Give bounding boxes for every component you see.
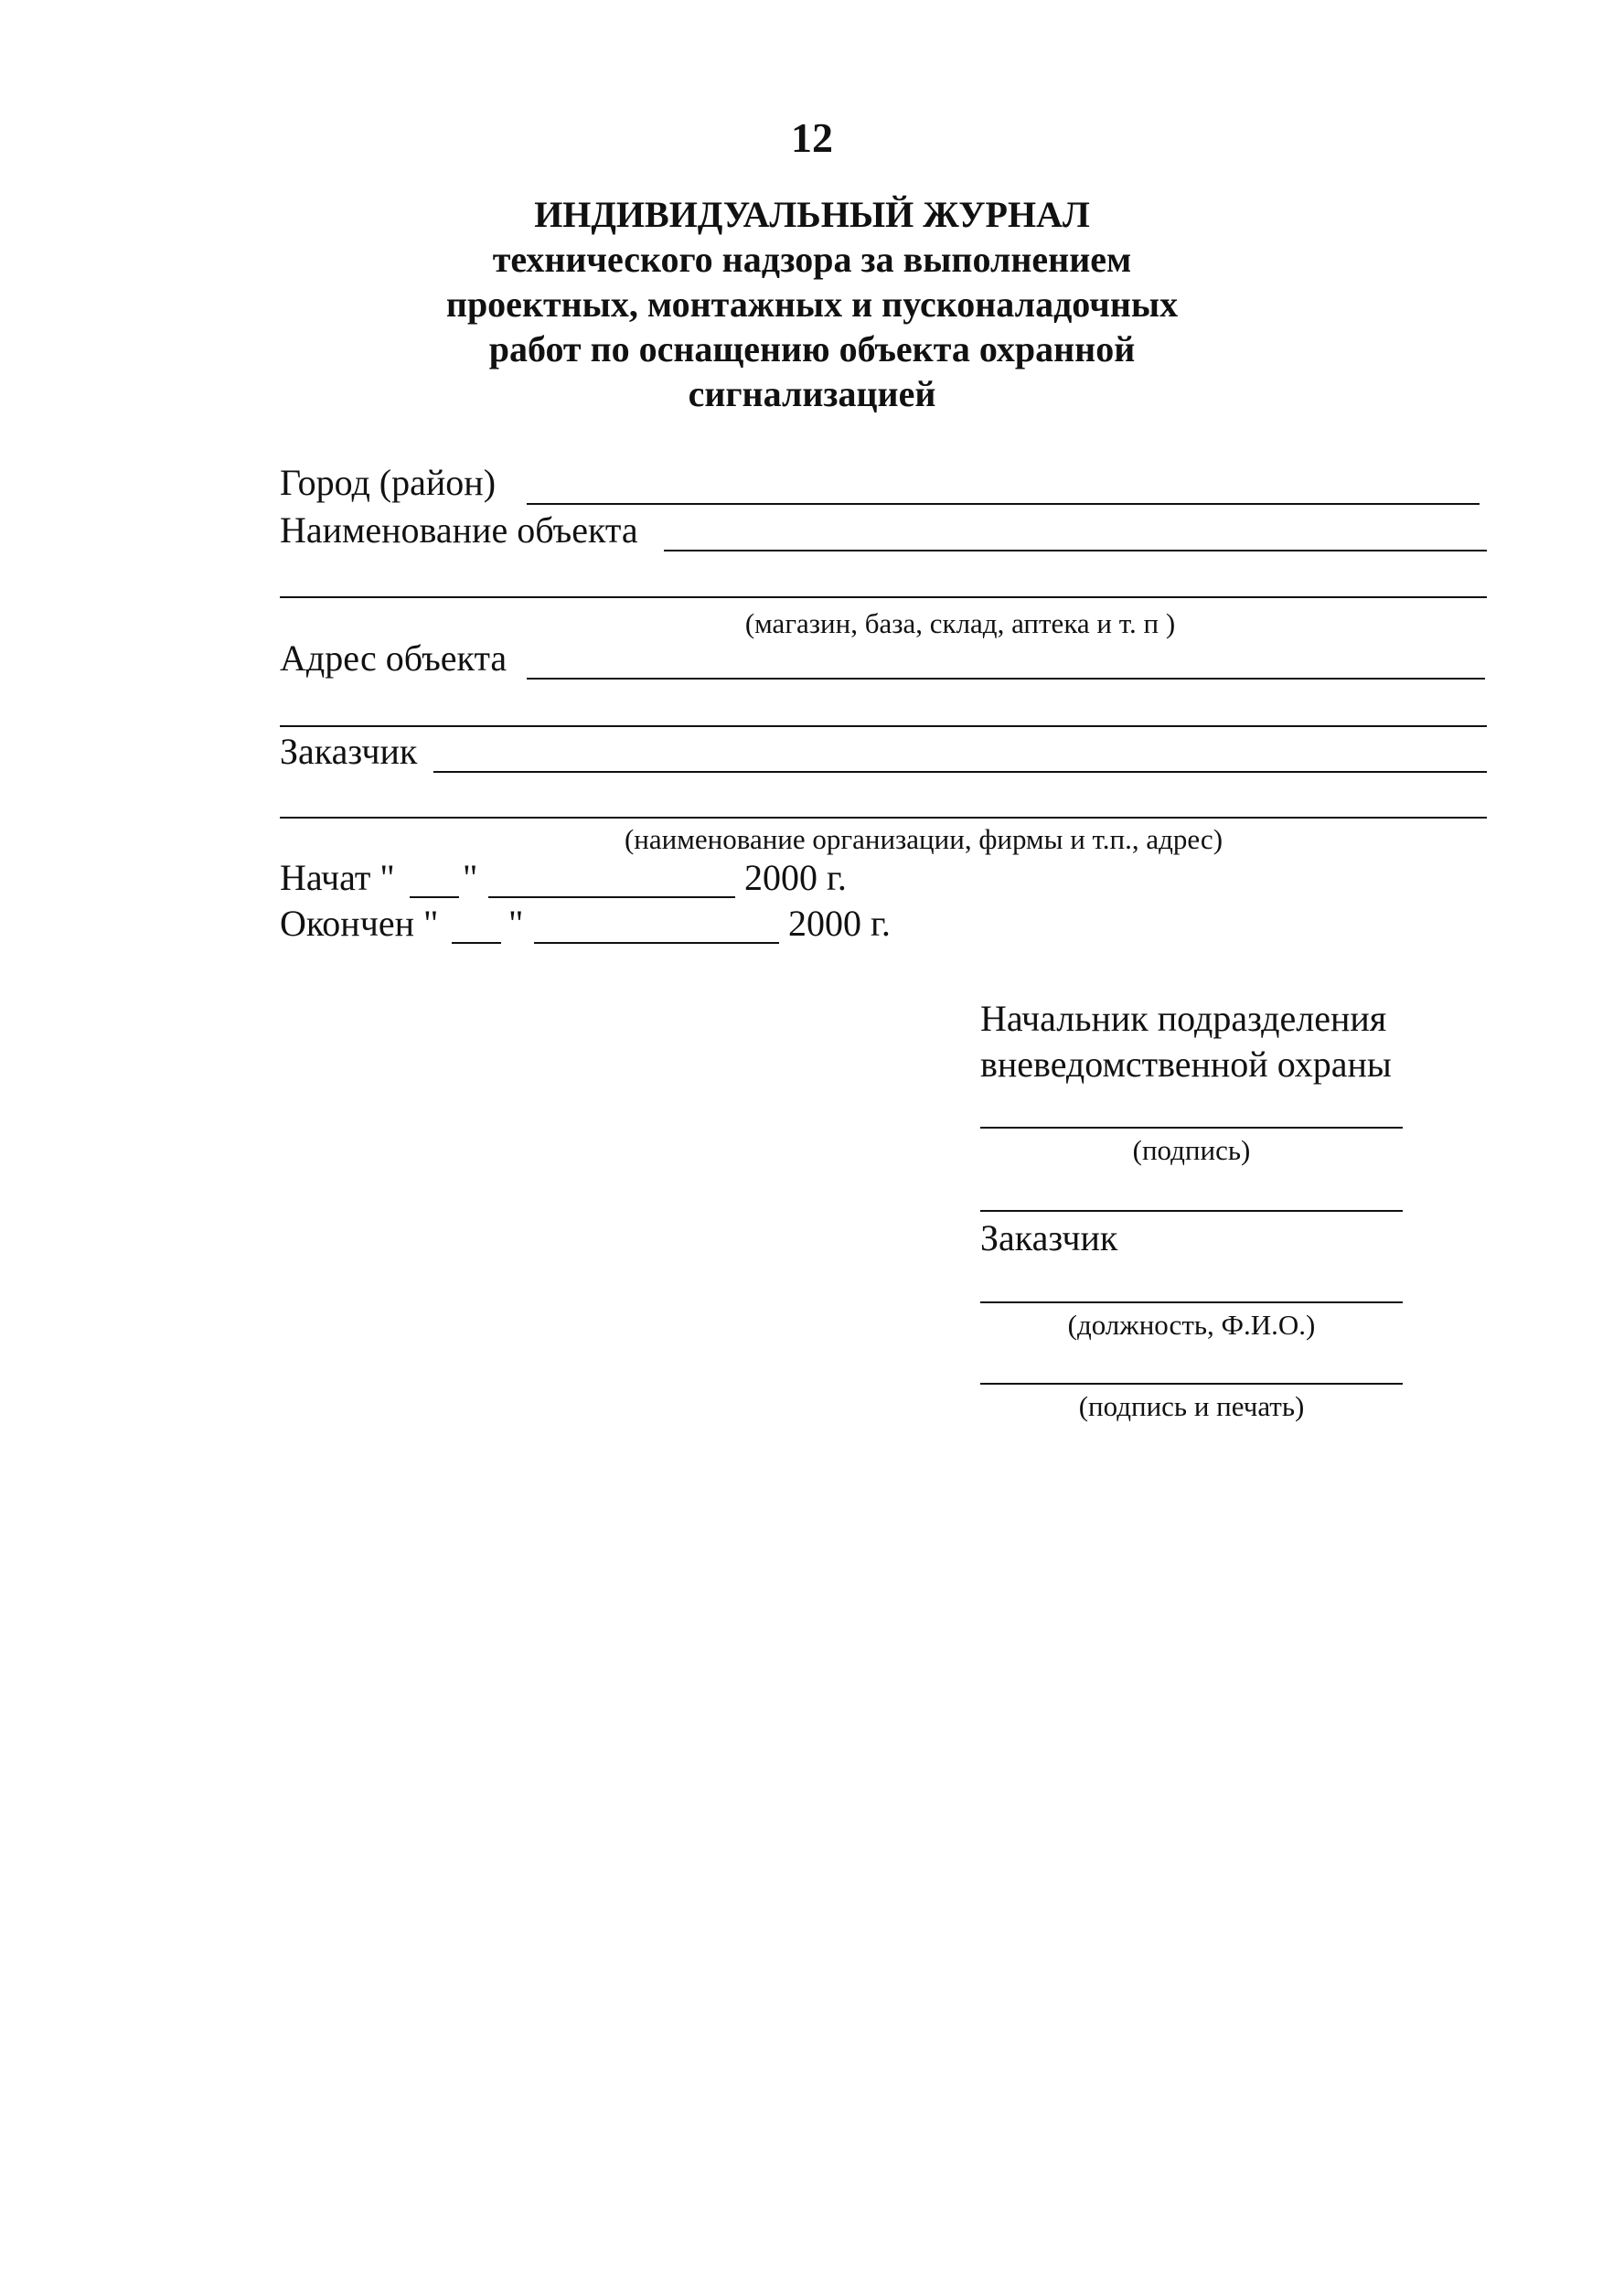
started-year: 2000 г.: [744, 857, 847, 898]
document-title: [0, 192, 1624, 416]
finished-label: Окончен ": [280, 903, 439, 944]
object-name-hint: (магазин, база, склад, аптека и т. п ): [744, 607, 1176, 639]
finished-month-field[interactable]: [534, 942, 779, 944]
address-label: Адрес объекта: [280, 637, 508, 679]
address-field[interactable]: [527, 678, 1485, 680]
city-label: Город (район): [280, 462, 497, 503]
customer-position-field[interactable]: [980, 1301, 1403, 1303]
title-line-5: сигнализацией: [688, 373, 936, 414]
title-line-2: технического надзора за выполнением: [492, 239, 1132, 280]
customer-signature-label: Заказчик: [980, 1217, 1118, 1258]
object-name-label: Наименование объекта: [280, 509, 638, 551]
head-extra-field[interactable]: [980, 1210, 1403, 1212]
started-day-field[interactable]: [410, 896, 459, 898]
address-field-line-2[interactable]: [280, 725, 1487, 727]
page-number: 12: [791, 114, 833, 161]
customer-position-hint: (должность, Ф.И.О.): [1067, 1309, 1316, 1341]
customer-field[interactable]: [433, 771, 1487, 773]
started-month-field[interactable]: [488, 896, 735, 898]
title-main: ИНДИВИДУАЛЬНЫЙ ЖУРНАЛ: [534, 194, 1090, 235]
head-signature-field[interactable]: [980, 1127, 1403, 1129]
head-title-line-2: вневедомственной охраны: [980, 1044, 1392, 1085]
object-name-field[interactable]: [664, 550, 1487, 551]
head-title-line-1: Начальник подразделения: [980, 998, 1387, 1039]
customer-signature-field[interactable]: [980, 1383, 1403, 1385]
object-name-field-line-2[interactable]: [280, 596, 1487, 598]
title-line-4: работ по оснащению объекта охранной: [488, 328, 1136, 369]
started-label: Начат ": [280, 857, 395, 898]
customer-field-line-2[interactable]: [280, 817, 1487, 819]
customer-label: Заказчик: [280, 731, 418, 772]
customer-hint: (наименование организации, фирмы и т.п., адрес): [624, 823, 1223, 855]
started-quote-close: ": [463, 857, 478, 898]
city-field[interactable]: [527, 503, 1480, 505]
title-line-3: проектных, монтажных и пусконаладочных: [445, 284, 1179, 325]
head-signature-hint: (подпись): [1132, 1134, 1251, 1166]
customer-signature-stamp-hint: (подпись и печать): [1078, 1390, 1305, 1422]
finished-day-field[interactable]: [452, 942, 501, 944]
finished-year: 2000 г.: [788, 903, 891, 944]
finished-quote-close: ": [508, 903, 524, 944]
